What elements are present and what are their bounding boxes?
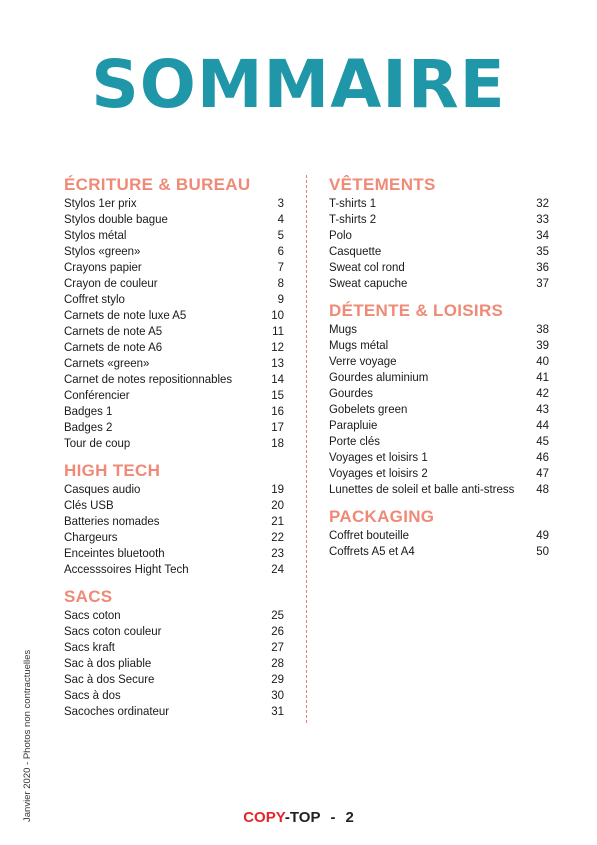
toc-entry [64,529,284,545]
entry-page: 30 [271,688,285,702]
entry-name: Gourdes [329,386,373,400]
entry-page: 18 [271,436,285,450]
entry-page: 26 [271,624,285,638]
entry-name: Sweat col rond [329,260,405,274]
toc-entry [64,513,284,529]
footer-separator: - [330,809,336,826]
entry-page: 31 [271,704,285,718]
toc-entry [64,387,284,403]
toc-entry [329,449,549,465]
toc-left-column [64,175,284,729]
toc-entry [64,259,284,275]
toc-right-column [329,175,549,569]
page-title: SOMMAIRE [91,46,506,123]
entry-name: Enceintes bluetooth [64,546,165,560]
entry-name: Crayons papier [64,260,142,274]
toc-entry [64,687,284,703]
entry-page: 12 [271,340,285,354]
side-note: Janvier 2020 - Photos non contractuelles [22,649,33,822]
toc-entry [64,545,284,561]
toc-entry [329,211,549,227]
entry-page: 37 [536,276,550,290]
toc-entry [64,435,284,451]
toc-entry [329,243,549,259]
entry-name: Parapluie [329,418,378,432]
entry-name: Stylos 1er prix [64,196,137,210]
footer [0,809,597,826]
toc-section [64,587,284,719]
toc-entry [64,211,284,227]
entry-name: Sacs kraft [64,640,115,654]
toc-entry [64,339,284,355]
entry-name: Sweat capuche [329,276,408,290]
entry-name: T-shirts 1 [329,196,377,210]
entry-page: 7 [277,260,285,274]
brand-logo-part1: COPY [243,809,285,826]
section-title: ÉCRITURE & BUREAU [64,175,251,194]
entry-page: 8 [277,276,285,290]
toc-entry [64,227,284,243]
entry-name: Carnets «green» [64,356,150,370]
toc-entry [64,403,284,419]
entry-page: 27 [271,640,285,654]
entry-name: Gourdes aluminium [329,370,429,384]
entry-name: Carnets de note A5 [64,324,163,338]
toc-entry [329,385,549,401]
entry-name: Stylos double bague [64,212,168,226]
toc-entry [329,369,549,385]
entry-name: Stylos métal [64,228,127,242]
entry-page: 21 [271,514,285,528]
column-divider [306,175,307,723]
entry-page: 33 [536,212,550,226]
toc-entry [64,291,284,307]
toc-entry [64,355,284,371]
entry-page: 20 [271,498,285,512]
toc-entry [64,639,284,655]
toc-entry [329,353,549,369]
entry-page: 11 [272,324,285,338]
entry-name: Sacs à dos [64,688,121,702]
toc-entry [64,655,284,671]
toc-section [64,175,284,451]
entry-name: Gobelets green [329,402,408,416]
entry-page: 4 [277,212,285,226]
entry-name: Lunettes de soleil et balle anti-stress [329,482,515,496]
entry-name: Sacs coton couleur [64,624,162,638]
entry-name: Crayon de couleur [64,276,158,290]
entry-name: Chargeurs [64,530,118,544]
toc-entry [329,401,549,417]
entry-name: Sac à dos pliable [64,656,152,670]
toc-section [329,507,549,559]
entry-name: T-shirts 2 [329,212,377,226]
entry-page: 22 [271,530,285,544]
toc-entry [329,337,549,353]
toc-entry [64,561,284,577]
entry-page: 48 [536,482,550,496]
entry-name: Accesssoires Hight Tech [64,562,189,576]
entry-name: Polo [329,228,352,242]
entry-name: Sac à dos Secure [64,672,155,686]
entry-page: 23 [271,546,285,560]
entry-name: Coffret stylo [64,292,125,306]
section-title: HIGH TECH [64,461,161,480]
entry-page: 10 [271,308,285,322]
toc-entry [64,607,284,623]
entry-page: 36 [536,260,550,274]
entry-page: 24 [271,562,285,576]
entry-name: Voyages et loisirs 2 [329,466,428,480]
toc-entry [329,481,549,497]
entry-page: 3 [277,196,285,210]
entry-name: Batteries nomades [64,514,160,528]
entry-page: 17 [271,420,285,434]
entry-name: Sacoches ordinateur [64,704,170,718]
page-number: 2 [345,809,354,826]
entry-name: Verre voyage [329,354,397,368]
entry-name: Voyages et loisirs 1 [329,450,428,464]
entry-name: Coffrets A5 et A4 [329,544,415,558]
toc-entry [329,543,549,559]
entry-page: 40 [536,354,550,368]
entry-name: Carnets de note luxe A5 [64,308,187,322]
entry-page: 39 [536,338,550,352]
toc-entry [64,307,284,323]
brand-logo-part2: -TOP [284,809,321,826]
entry-name: Porte clés [329,434,380,448]
entry-page: 16 [271,404,285,418]
toc-entry [329,433,549,449]
toc-entry [64,275,284,291]
entry-page: 32 [536,196,550,210]
toc-entry [329,417,549,433]
entry-name: Badges 2 [64,420,113,434]
entry-name: Badges 1 [64,404,113,418]
entry-page: 35 [536,244,550,258]
entry-name: Sacs coton [64,608,121,622]
entry-name: Tour de coup [64,436,131,450]
entry-page: 14 [271,372,285,386]
toc-entry [64,243,284,259]
toc-entry [64,323,284,339]
entry-page: 6 [277,244,285,258]
toc-entry [329,465,549,481]
entry-page: 15 [271,388,285,402]
entry-name: Mugs métal [329,338,389,352]
entry-name: Clés USB [64,498,114,512]
entry-name: Stylos «green» [64,244,141,258]
entry-page: 50 [536,544,550,558]
toc-entry [329,227,549,243]
toc-section [329,175,549,291]
entry-page: 28 [271,656,285,670]
toc-section [329,301,549,497]
entry-page: 13 [271,356,285,370]
entry-page: 42 [536,386,550,400]
entry-page: 5 [277,228,285,242]
entry-name: Casques audio [64,482,141,496]
section-title: SACS [64,587,113,606]
toc-entry [329,321,549,337]
toc-entry [329,527,549,543]
entry-page: 34 [536,228,550,242]
entry-name: Coffret bouteille [329,528,410,542]
entry-page: 45 [536,434,550,448]
entry-page: 41 [536,370,550,384]
toc-section [64,461,284,577]
toc-entry [64,195,284,211]
entry-page: 25 [271,608,285,622]
entry-name: Carnets de note A6 [64,340,163,354]
entry-page: 49 [536,528,550,542]
toc-entry [329,275,549,291]
toc-entry [64,371,284,387]
entry-page: 44 [536,418,550,432]
toc-entry [64,419,284,435]
toc-entry [329,195,549,211]
entry-page: 43 [536,402,550,416]
entry-page: 47 [536,466,550,480]
toc-entry [64,497,284,513]
entry-page: 38 [536,322,550,336]
entry-page: 29 [271,672,285,686]
toc-entry [64,671,284,687]
entry-name: Carnet de notes repositionnables [64,372,233,386]
toc-entry [64,623,284,639]
entry-name: Mugs [329,322,358,336]
entry-page: 46 [536,450,550,464]
entry-page: 19 [271,482,285,496]
toc-entry [64,481,284,497]
section-title: VÊTEMENTS [329,175,436,194]
section-title: PACKAGING [329,507,435,526]
section-title: DÉTENTE & LOISIRS [329,301,504,320]
entry-page: 9 [277,292,285,306]
entry-name: Conférencier [64,388,130,402]
toc-entry [64,703,284,719]
toc-entry [329,259,549,275]
entry-name: Casquette [329,244,382,258]
